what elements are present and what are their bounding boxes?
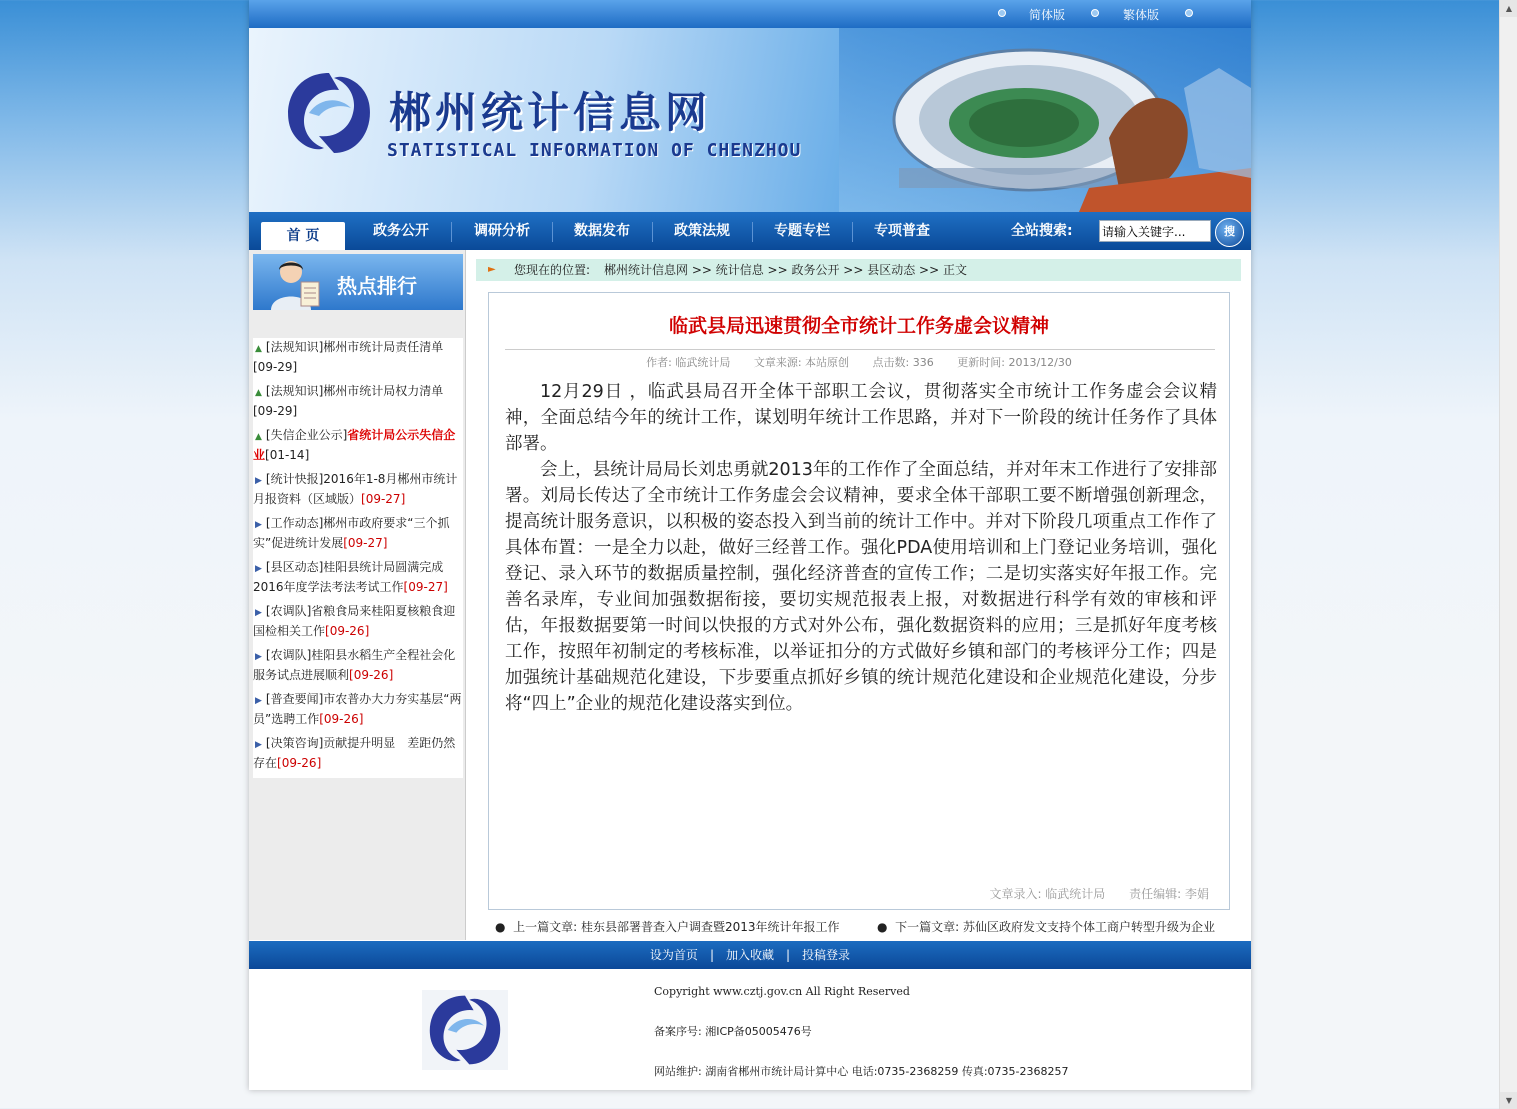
hot-item-title: [统计快报]2016年1-8月郴州市统计月报资料（区域版） xyxy=(253,472,458,506)
hot-list-item[interactable] xyxy=(253,470,463,514)
hot-list-item[interactable] xyxy=(253,338,463,382)
next-article-link[interactable]: ● 下一篇文章: 苏仙区政府发文支持个体工商户转型升级为企业 xyxy=(877,920,1215,934)
main-nav xyxy=(249,212,1251,250)
add-favorite-link[interactable]: 加入收藏 xyxy=(725,948,774,962)
nav-special-topics[interactable]: 专题专栏 xyxy=(774,223,830,239)
copyright-text: Copyright www.cztj.gov.cn All Right Reserved xyxy=(654,985,910,998)
footer-logo xyxy=(422,990,508,1070)
traditional-version-link[interactable]: 繁体版 xyxy=(1123,8,1160,22)
triangle-right-icon: ▶ xyxy=(255,520,262,530)
article-source: 文章来源: 本站原创 xyxy=(753,356,850,369)
triangle-up-icon: ▲ xyxy=(255,344,262,354)
search-label: 全站搜索: xyxy=(1011,223,1073,239)
title-divider xyxy=(505,349,1215,350)
submit-login-link[interactable]: 投稿登录 xyxy=(802,948,851,962)
site-title: 郴州统计信息网 xyxy=(389,88,712,137)
triangle-right-icon: ▶ xyxy=(255,652,262,662)
hot-item-title: [法规知识]郴州市统计局权力清单 xyxy=(265,384,444,398)
triangle-up-icon: ▲ xyxy=(255,432,262,442)
article-author: 作者: 临武统计局 xyxy=(646,356,731,369)
hot-item-title: [决策咨询]贡献提升明显 差距仍然存在 xyxy=(253,736,456,770)
article xyxy=(488,292,1230,910)
hot-item-date: [09-26] xyxy=(277,756,322,770)
page-scrollbar[interactable] xyxy=(1499,0,1517,1109)
sidebar xyxy=(249,250,466,940)
breadcrumb xyxy=(476,259,1241,281)
nav-home[interactable]: 首 页 xyxy=(261,222,345,250)
hot-item-date: [09-29] xyxy=(253,404,298,418)
top-bar xyxy=(249,0,1251,28)
triangle-right-icon: ▶ xyxy=(255,608,262,618)
bullet-icon xyxy=(1091,9,1099,17)
person-icon xyxy=(267,256,323,310)
article-updated: 更新时间: 2013/12/30 xyxy=(957,356,1072,369)
article-hits: 点击数: 336 xyxy=(872,356,934,369)
article-paragraph: 12月29日 ，临武县局召开全体干部职工会议，贯彻落实全市统计工作务虚会会议精神，全面总结今年的统计工作，谋划明年统计工作思路，并对下一阶段的统计任务作了具体部署。 xyxy=(505,382,1217,454)
hot-item-title: [农调队]桂阳县水稻生产全程社会化服务试点进展顺利 xyxy=(253,648,456,682)
hot-item-date: [09-29] xyxy=(253,360,298,374)
hot-item-title: [失信企业公示] xyxy=(265,428,348,442)
responsible-editor: 责任编辑: 李娟 xyxy=(1129,887,1209,901)
nav-research[interactable]: 调研分析 xyxy=(474,223,530,239)
nav-census[interactable]: 专项普查 xyxy=(874,223,930,239)
hot-item-title: [法规知识]郴州市统计局责任清单 xyxy=(265,340,444,354)
hot-list-item[interactable] xyxy=(253,734,463,778)
hot-ranking-title: 热点排行 xyxy=(337,274,417,298)
triangle-right-icon: ▶ xyxy=(255,476,262,486)
hot-ranking-list xyxy=(253,338,463,778)
hot-item-date: [01-14] xyxy=(265,448,310,462)
hot-list-item[interactable] xyxy=(253,558,463,602)
set-homepage-link[interactable]: 设为首页 xyxy=(649,948,698,962)
hot-ranking-header xyxy=(253,254,463,310)
banner xyxy=(249,28,1251,212)
hot-list-item[interactable] xyxy=(253,602,463,646)
site-logo-icon xyxy=(279,68,379,158)
simplified-version-link[interactable]: 简体版 xyxy=(1029,8,1066,22)
hot-item-date: [09-27] xyxy=(343,536,388,550)
entered-by: 文章录入: 临武统计局 xyxy=(989,887,1106,901)
hot-item-title: [县区动态]桂阳县统计局圆满完成2016年度学法考法考试工作 xyxy=(253,560,444,594)
bullet-icon xyxy=(1185,9,1193,17)
article-title: 临武县局迅速贯彻全市统计工作务虚会议精神 xyxy=(668,315,1049,337)
search-input[interactable] xyxy=(1099,220,1211,242)
prev-article-link[interactable]: ● 上一篇文章: 桂东县部署普查入户调查暨2013年统计年报工作 xyxy=(495,920,840,934)
hot-item-date: [09-26] xyxy=(325,624,370,638)
triangle-right-icon: ▶ xyxy=(255,696,262,706)
nav-government-affairs[interactable]: 政务公开 xyxy=(373,223,429,239)
footer-links: 设为首页 | 加入收藏 | 投稿登录 xyxy=(249,941,1251,969)
hot-item-date: [09-27] xyxy=(403,580,448,594)
icp-text: 备案序号: 湘ICP备05005476号 xyxy=(654,1025,812,1038)
triangle-up-icon: ▲ xyxy=(255,388,262,398)
nav-policies[interactable]: 政策法规 xyxy=(674,223,730,239)
maintain-text: 网站维护: 湖南省郴州市统计局计算中心 电话:0735-2368259 传真:0735-2368257 xyxy=(654,1065,1069,1078)
breadcrumb-path[interactable]: 郴州统计信息网 >> 统计信息 >> 政务公开 >> 县区动态 >> 正文 xyxy=(604,263,967,277)
hot-list-item[interactable] xyxy=(253,690,463,734)
footer-info xyxy=(654,982,1069,1102)
hot-item-highlight: 省统计局公示失信企业 xyxy=(253,428,456,462)
hot-item-title: [工作动态]郴州市政府要求“三个抓实”促进统计发展 xyxy=(253,516,450,550)
hot-list-item[interactable] xyxy=(253,646,463,690)
article-paragraph: 会上，县统计局局长刘忠勇就2013年的工作作了全面总结，并对年末工作进行了安排部署。刘局长传达了全市统计工作务虚会会议精神，要求全体干部职工要不断增强创新理念，提高统计服务意识，以积极的姿态投入到当前的统计工作中。并对下阶段几项重点工作作了具体布置：一是全力以赴，做好三经普工作。强化PDA使用培训和上门登记业务培训，强化登记、录入环节的数据质量控制，强化经济普查的宣传工作；二是切实落实好年报工作。完善名录库，专业间加强数据衔接，要切实规范报表上报，对数据进行科学有效的审核和评估，年报数据要第一时间以快报的方式对外公布，强化数据资料的应用；三是抓好年度考核工作，按照年初制定的考核标准，以举证扣分的方式做好乡镇和部门的考核评分工作；四是加强统计基础规范化建设，下步要重点抓好乡镇的统计规范化建设和企业规范化建设，分步将“四上”企业的规范化建设落实到位。 xyxy=(505,460,1217,714)
hot-item-date: [09-27] xyxy=(361,492,406,506)
site-logo-icon xyxy=(422,990,508,1070)
scroll-down-icon[interactable]: ▼ xyxy=(1500,1092,1517,1109)
hot-list-item[interactable] xyxy=(253,514,463,558)
bullet-icon xyxy=(998,9,1006,17)
site-subtitle: STATISTICAL INFORMATION OF CHENZHOU xyxy=(387,140,802,161)
hot-item-title: [普查要闻]市农普办大力夯实基层“两员”选聘工作 xyxy=(253,692,462,726)
hot-item-date: [09-26] xyxy=(349,668,394,682)
breadcrumb-label: 您现在的位置: xyxy=(514,263,591,277)
hot-item-title: [农调队]省粮食局来桂阳夏核粮食迎国检相关工作 xyxy=(253,604,456,638)
article-body xyxy=(505,379,1217,717)
hot-item-date: [09-26] xyxy=(319,712,364,726)
page-container xyxy=(249,0,1251,1090)
nav-data-release[interactable]: 数据发布 xyxy=(574,223,630,239)
triangle-right-icon: ▶ xyxy=(255,564,262,574)
hot-list-item[interactable] xyxy=(253,382,463,426)
search-button[interactable]: 搜 xyxy=(1215,218,1244,247)
article-footer xyxy=(969,885,1209,902)
stadium-image xyxy=(839,28,1251,212)
triangle-right-icon: ▶ xyxy=(255,740,262,750)
article-meta xyxy=(489,354,1229,370)
arrow-right-icon: ► xyxy=(488,264,496,275)
scroll-up-icon[interactable]: ▲ xyxy=(1500,0,1517,17)
hot-list-item[interactable] xyxy=(253,426,463,470)
